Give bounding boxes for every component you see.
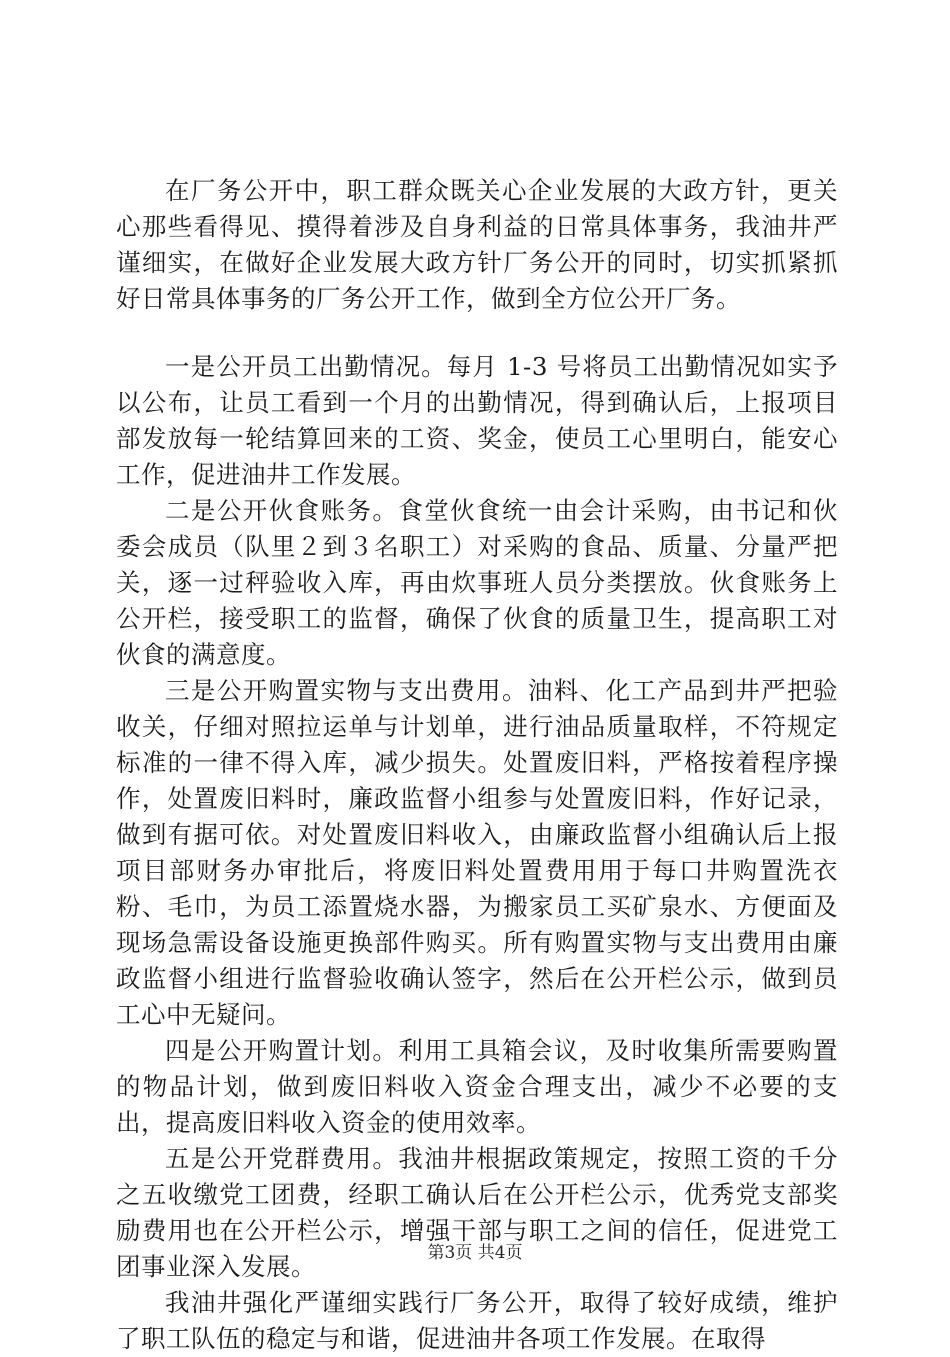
paragraph-intro: 在厂务公开中，职工群众既关心企业发展的大政方针，更关心那些看得见、摸得着涉及自身利益的日常具体事务，我油井严谨细实，在做好企业发展大政方针厂务公开的同时，切实抓紧抓好日常具体事务的厂务公开工作，做到全方位公开厂务。	[116, 176, 838, 313]
paragraph-conclusion: 我油井强化严谨细实践行厂务公开，取得了较好成绩，维护了职工队伍的稳定与和谐，促进油井各项工作发展。在取得	[116, 1288, 838, 1353]
document-body	[116, 173, 838, 1357]
paragraph-purchase-plan: 四是公开购置计划。利用工具箱会议，及时收集所需要购置的物品计划，做到废旧料收入资金合理支出，减少不必要的支出，提高废旧料收入资金的使用效率。	[116, 1036, 838, 1137]
page-number-footer: 第3页 共4页	[427, 1243, 523, 1263]
paragraph-attendance: 一是公开员工出勤情况。每月 1-3 号将员工出勤情况如实予以公布，让员工看到一个月的出勤情况，得到确认后，上报项目部发放每一轮结算回来的工资、奖金，使员工心里明白，能安心工作，促进油井工作发展。	[116, 352, 838, 489]
paragraph-purchases: 三是公开购置实物与支出费用。油料、化工产品到井严把验收关，仔细对照拉运单与计划单，进行油品质量取样，不符规定标准的一律不得入库，减少损失。处置废旧料，严格按着程序操作，处置废旧料时，廉政监督小组参与处置废旧料，作好记录，做到有据可依。对处置废旧料收入，由廉政监督小组确认后上报项目部财务办审批后，将废旧料处置费用用于每口井购置洗衣粉、毛巾，为员工添置烧水器，为搬家员工买矿泉水、方便面及现场急需设备设施更换部件购买。所有购置实物与支出费用由廉政监督小组进行监督验收确认签字，然后在公开栏公示，做到员工心中无疑问。	[116, 676, 838, 1029]
paragraph-party-fees: 五是公开党群费用。我油井根据政策规定，按照工资的千分之五收缴党工团费，经职工确认后在公开栏公示，优秀党支部奖励费用也在公开栏公示，增强干部与职工之间的信任，促进党工团事业深入发展。	[116, 1144, 838, 1281]
paragraph-canteen: 二是公开伙食账务。食堂伙食统一由会计采购，由书记和伙委会成员（队里２到３名职工）对采购的食品、质量、分量严把关，逐一过秤验收入库，再由炊事班人员分类摆放。伙食账务上公开栏，接受职工的监督，确保了伙食的质量卫生，提高职工对伙食的满意度。	[116, 496, 838, 669]
